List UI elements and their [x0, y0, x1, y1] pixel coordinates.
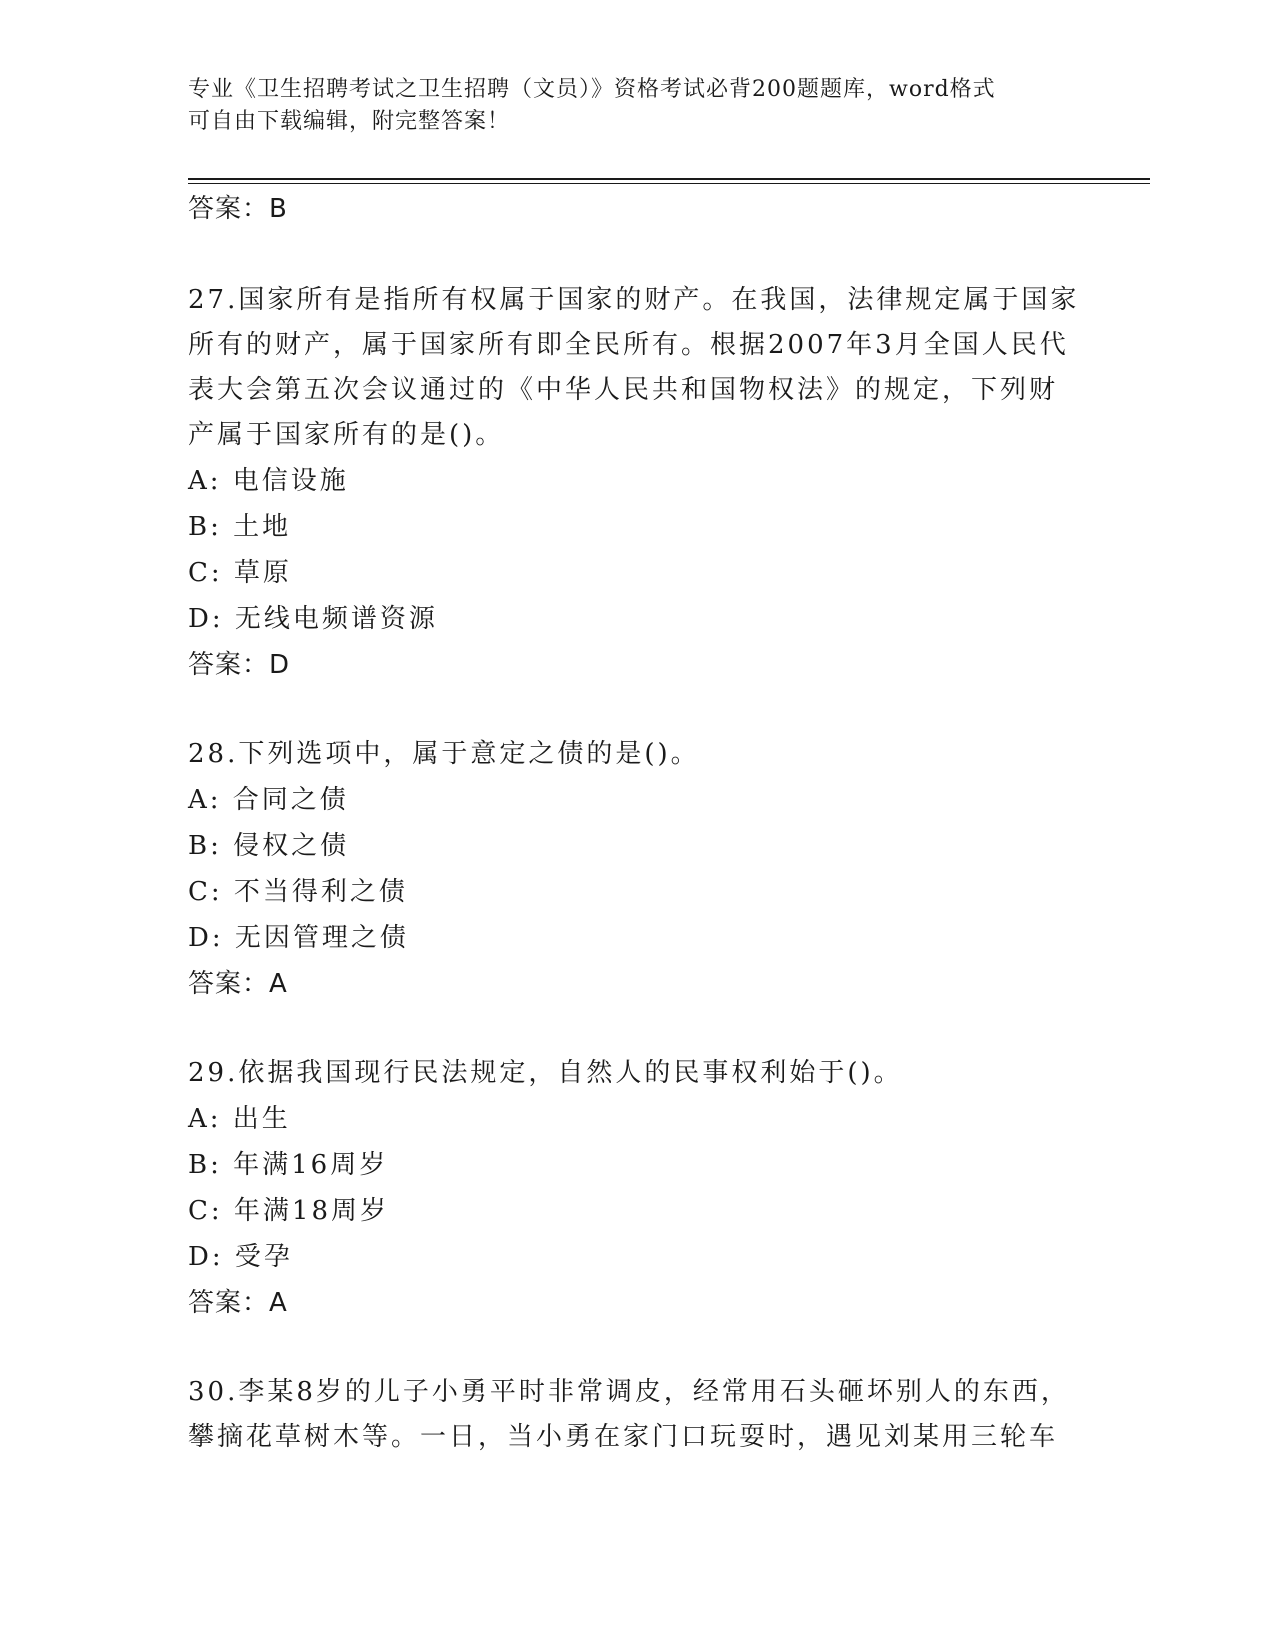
document-header: [188, 74, 1088, 138]
answer-26: 答案：B: [188, 194, 288, 224]
question-30-text-line-1: 30.李某8岁的儿子小勇平时非常调皮，经常用石头砸坏别人的东西，: [188, 1377, 1070, 1407]
question-28: [188, 732, 1088, 1007]
question-29-text-line-1: 29.依据我国现行民法规定，自然人的民事权利始于()。: [188, 1058, 903, 1088]
question-29-answer: 答案：A: [188, 1288, 288, 1318]
question-28-text-line-1: 28.下列选项中，属于意定之债的是()。: [188, 739, 700, 769]
question-30-text-line-2: 攀摘花草树木等。一日，当小勇在家门口玩耍时，遇见刘某用三轮车: [188, 1422, 1059, 1452]
question-27-text-line-3: 表大会第五次会议通过的《中华人民共和国物权法》的规定，下列财: [188, 375, 1059, 405]
question-27-option-d: D: 无线电频谱资源: [188, 604, 438, 634]
spacer: [188, 1007, 1088, 1051]
question-29-option-c: C: 年满18周岁: [188, 1196, 390, 1226]
question-27-option-c: C: 草原: [188, 558, 292, 588]
question-27-text-line-2: 所有的财产，属于国家所有即全民所有。根据2007年3月全国人民代: [188, 330, 1069, 360]
spacer: [188, 232, 1088, 278]
question-28-option-c: C: 不当得利之债: [188, 877, 408, 907]
question-27-option-b: B: 土地: [188, 512, 292, 542]
question-list: [188, 186, 1088, 1460]
question-29: [188, 1051, 1088, 1326]
header-divider-thin: [188, 183, 1150, 184]
question-29-option-a: A: 出生: [188, 1104, 291, 1134]
header-line-2: 可自由下载编辑，附完整答案！: [188, 109, 511, 134]
question-30: [188, 1370, 1088, 1460]
question-27-text-line-1: 27.国家所有是指所有权属于国家的财产。在我国，法律规定属于国家: [188, 285, 1080, 315]
question-28-option-d: D: 无因管理之债: [188, 923, 409, 953]
header-line-1: 专业《卫生招聘考试之卫生招聘（文员）》资格考试必背200题题库，word格式: [188, 77, 996, 102]
question-27: [188, 278, 1088, 688]
question-29-option-d: D: 受孕: [188, 1242, 293, 1272]
question-28-option-a: A: 合同之债: [188, 785, 349, 815]
question-27-answer: 答案：D: [188, 650, 291, 680]
question-27-option-a: A: 电信设施: [188, 466, 349, 496]
question-28-option-b: B: 侵权之债: [188, 831, 350, 861]
question-29-option-b: B: 年满16周岁: [188, 1150, 389, 1180]
spacer: [188, 688, 1088, 732]
spacer: [188, 1326, 1088, 1370]
question-28-answer: 答案：A: [188, 969, 288, 999]
header-divider-thick: [188, 178, 1150, 180]
question-27-text-line-4: 产属于国家所有的是()。: [188, 420, 505, 450]
